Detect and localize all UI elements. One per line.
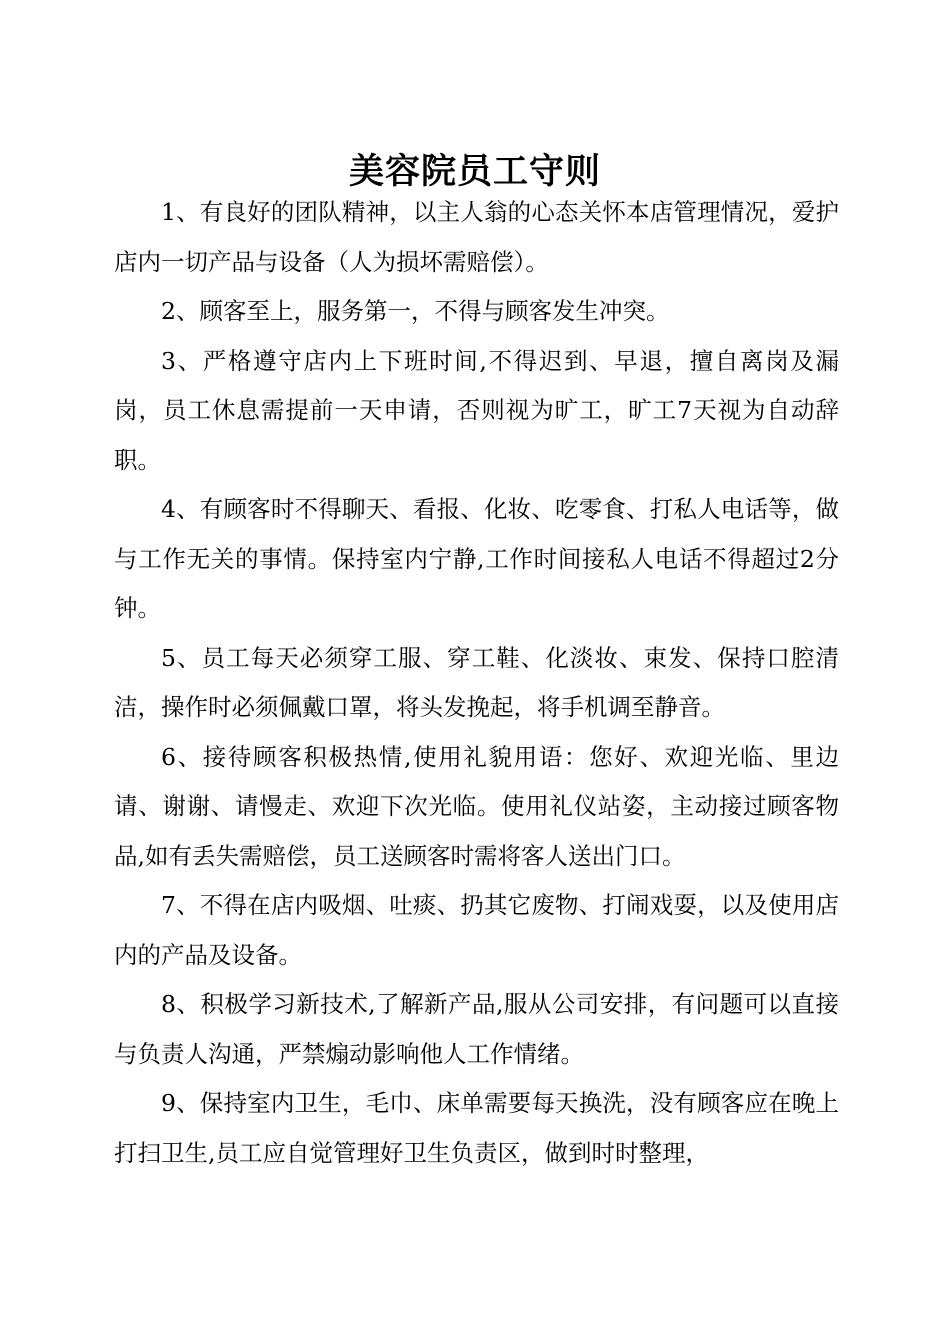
document-title: 美容院员工守则	[348, 151, 601, 193]
rule-paragraph-2: 2、顾客至上，服务第一，不得与顾客发生冲突。	[161, 297, 670, 325]
rule-paragraph-1: 1、有良好的团队精神，以主人翁的心态关怀本店管理情况，爱护店内一切产品与设备（人为损坏需赔偿）。	[114, 198, 839, 276]
rule-paragraph-7: 7、不得在店内吸烟、吐痰、扔其它废物、打闹戏耍，以及使用店内的产品及设备。	[114, 891, 839, 969]
rule-paragraph-9: 9、保持室内卫生，毛巾、床单需要每天换洗，没有顾客应在晚上打扫卫生,员工应自觉管理好卫生负责区，做到时时整理，	[114, 1089, 839, 1167]
document-body	[114, 188, 839, 1178]
rule-paragraph-5: 5、员工每天必须穿工服、穿工鞋、化淡妆、束发、保持口腔清洁，操作时必须佩戴口罩，将头发挽起，将手机调至静音。	[114, 643, 839, 721]
rule-paragraph-6: 6、接待顾客积极热情,使用礼貌用语：您好、欢迎光临、里边请、谢谢、请慢走、欢迎下次光临。使用礼仪站姿，主动接过顾客物品,如有丢失需赔偿，员工送顾客时需将客人送出门口。	[114, 742, 839, 870]
rule-paragraph-8: 8、积极学习新技术,了解新产品,服从公司安排，有问题可以直接与负责人沟通，严禁煽动影响他人工作情绪。	[114, 990, 839, 1068]
rule-paragraph-4: 4、有顾客时不得聊天、看报、化妆、吃零食、打私人电话等，做与工作无关的事情。保持室内宁静,工作时间接私人电话不得超过2分钟。	[114, 495, 839, 622]
rule-paragraph-3: 3、严格遵守店内上下班时间,不得迟到、早退，擅自离岗及漏岗，员工休息需提前一天申请，否则视为旷工，旷工7天视为自动辞职。	[114, 346, 839, 474]
